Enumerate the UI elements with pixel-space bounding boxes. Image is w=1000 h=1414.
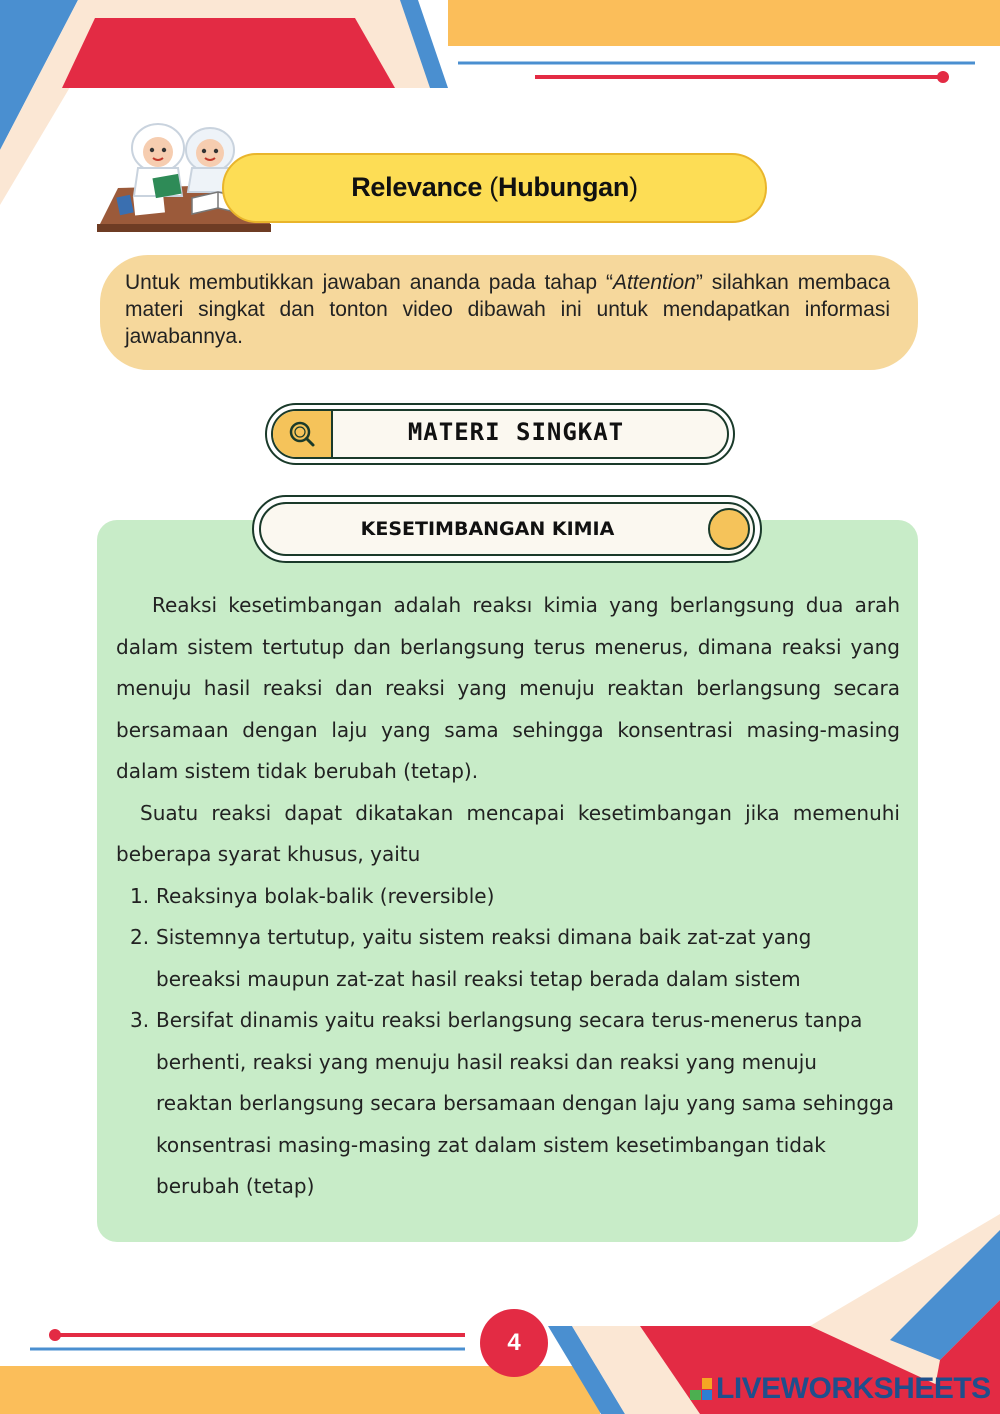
intro-emphasis: Attention	[612, 271, 696, 294]
brand-text: LIVEWORKSHEETS	[716, 1372, 991, 1405]
magnifier-icon	[273, 411, 331, 457]
page-number: 4	[480, 1309, 548, 1377]
title-close-paren: )	[629, 172, 638, 202]
page-title	[222, 153, 767, 223]
materi-label: MATERI SINGKAT	[407, 418, 625, 446]
list-item	[116, 1000, 900, 1208]
list-number: 2.	[130, 925, 150, 949]
top-red-band	[62, 18, 395, 88]
title-main: Relevance	[351, 172, 483, 202]
title-sub: Hubungan	[498, 172, 630, 202]
list-text: Sistemnya tertutup, yaitu sistem reaksi dimana baik zat-zat yang bereaksi maupun zat-zat hasil reaksi tetap berada dalam sistem	[156, 925, 812, 991]
intro-box	[100, 255, 918, 370]
paragraph-conditions: Suatu reaksi dapat dikatakan mencapai kesetimbangan jika memenuhi beberapa syarat khusus, yaitu	[116, 800, 900, 866]
title-open-paren: (	[489, 172, 498, 202]
section-title: KESETIMBANGAN KIMIA	[360, 518, 615, 540]
intro-before: Untuk membutikkan jawaban ananda pada tahap “	[125, 271, 613, 294]
list-item	[116, 917, 900, 1000]
conditions-list	[116, 876, 900, 1208]
bottom-red-dot	[49, 1329, 61, 1341]
section-body	[116, 585, 900, 1208]
intro-after: ” silahkan membaca materi singkat dan tonton video dibawah ini untuk mendapatkan informasi jawabannya.	[125, 271, 891, 348]
top-red-dot	[937, 71, 949, 83]
list-item	[116, 876, 900, 918]
magnifier-icon-box	[273, 411, 333, 457]
section-title-circle	[708, 508, 750, 550]
list-number: 1.	[130, 883, 150, 908]
list-number: 3.	[130, 1008, 150, 1032]
list-text: Reaksinya bolak-balik (reversible)	[156, 883, 495, 908]
top-orange-band	[448, 0, 1000, 46]
liveworksheets-logo-icon	[690, 1378, 712, 1400]
list-text: Bersifat dinamis yaitu reaksi berlangsung secara terus-menerus tanpa berhenti, reaksi yang menuju hasil reaksi dan reaksi yang menuju reaktan berlangsung secara bersamaan dengan laju yang sama sehingga konsentrasi masing-masing zat dalam sistem kesetimbangan tidak berubah (tetap)	[156, 1008, 894, 1198]
liveworksheets-brand[interactable]	[690, 1372, 991, 1406]
paragraph-definition: Reaksi kesetimbangan adalah reaksı kimia yang berlangsung dua arah dalam sistem tertutup dan berlangsung terus menerus, dimana reaksi yang menuju hasil reaksi dan reaksi yang menuju reaktan berlangsung secara bersamaan dengan laju yang sama sehingga konsentrasi masing-masing dalam sistem tidak berubah (tetap).	[116, 593, 900, 783]
